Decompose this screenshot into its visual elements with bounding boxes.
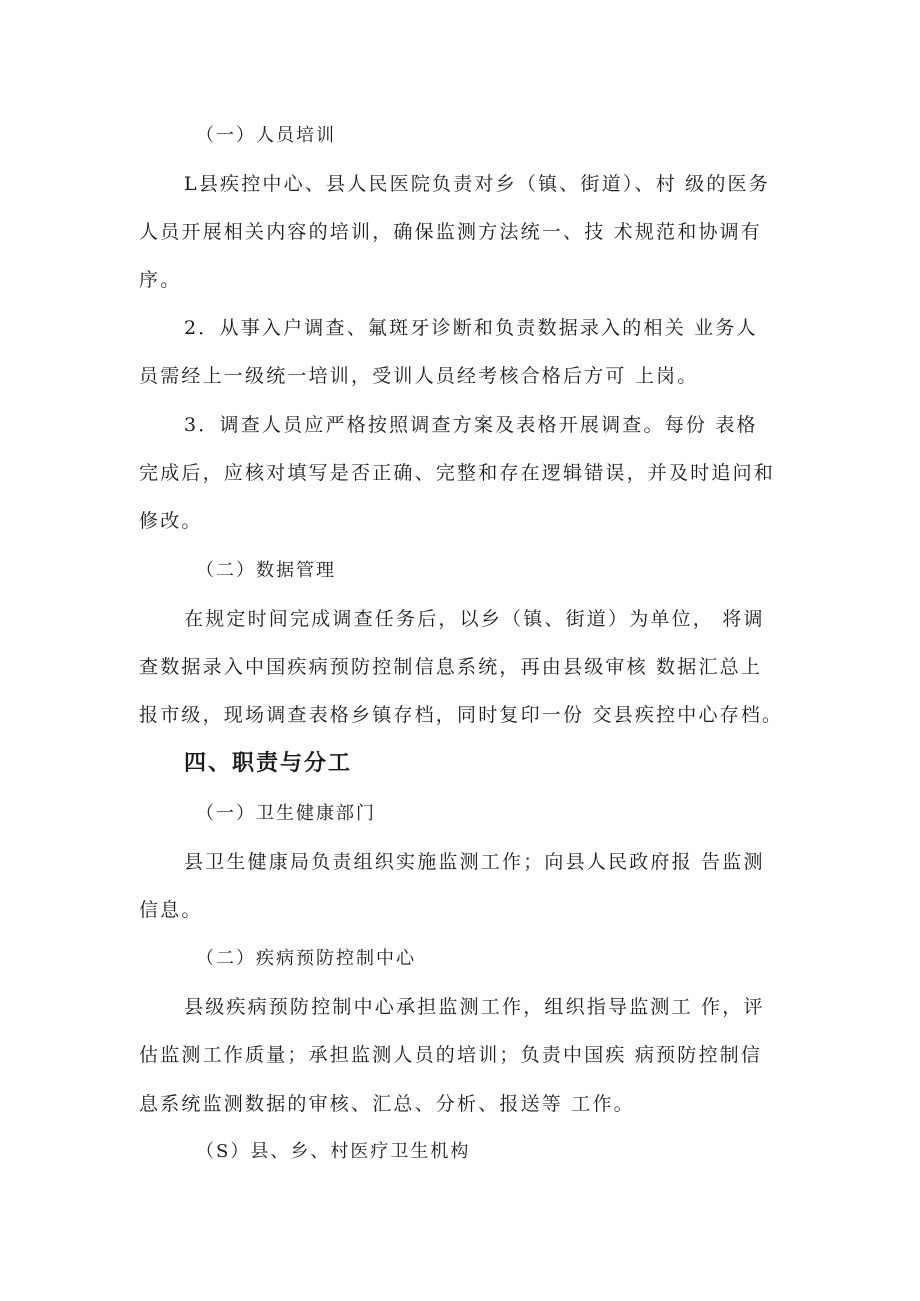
- paragraph-line: 3．调查人员应严格按照调查方案及表格开展调查。每份 表格: [184, 414, 758, 436]
- paragraph-line: 报市级，现场调查表格乡镇存档，同时复印一份 交县疾控中心存档。: [139, 704, 784, 726]
- subheading-data-management: （二）数据管理: [196, 560, 336, 581]
- paragraph-line: 县卫生健康局负责组织实施监测工作；向县人民政府报 告监测: [184, 851, 765, 873]
- paragraph-line: 估监测工作质量；承担监测人员的培训；负责中国疾 病预防控制信: [139, 1044, 763, 1066]
- paragraph-line: 县级疾病预防控制中心承担监测工作，组织指导监测工 作，评: [184, 996, 765, 1018]
- subheading-medical-institutions: （S）县、乡、村医疗卫生机构: [196, 1141, 471, 1162]
- subheading-personnel-training: （一）人员培训: [196, 125, 336, 146]
- paragraph-line: 信息。: [139, 899, 203, 921]
- paragraph-line: 息系统监测数据的审核、汇总、分析、报送等 工作。: [139, 1093, 635, 1115]
- subheading-health-department: （一）卫生健康部门: [196, 803, 376, 824]
- paragraph-line: 人员开展相关内容的培训，确保监测方法统一、技 术规范和协调有: [139, 221, 763, 243]
- paragraph-line: 完成后，应核对填写是否正确、完整和存在逻辑错误，并及时追问和: [139, 462, 776, 484]
- paragraph-line: 员需经上一级统一培训，受训人员经考核合格后方可 上岗。: [139, 365, 699, 387]
- paragraph-line: 2．从事入户调查、氟斑牙诊断和负责数据录入的相关 业务人: [184, 317, 758, 339]
- paragraph-line: L县疾控中心、县人民医院负责对乡（镇、街道）、村 级的医务: [184, 173, 770, 195]
- paragraph-line: 修改。: [139, 510, 203, 532]
- section-heading-responsibilities: 四、职责与分工: [184, 751, 353, 776]
- paragraph-line: 序。: [139, 269, 182, 291]
- paragraph-line: 在规定时间完成调查任务后，以乡（镇、街道）为单位， 将调: [184, 608, 765, 630]
- paragraph-line: 查数据录入中国疾病预防控制信息系统，再由县级审核 数据汇总上: [139, 656, 763, 678]
- subheading-cdc: （二）疾病预防控制中心: [196, 948, 416, 969]
